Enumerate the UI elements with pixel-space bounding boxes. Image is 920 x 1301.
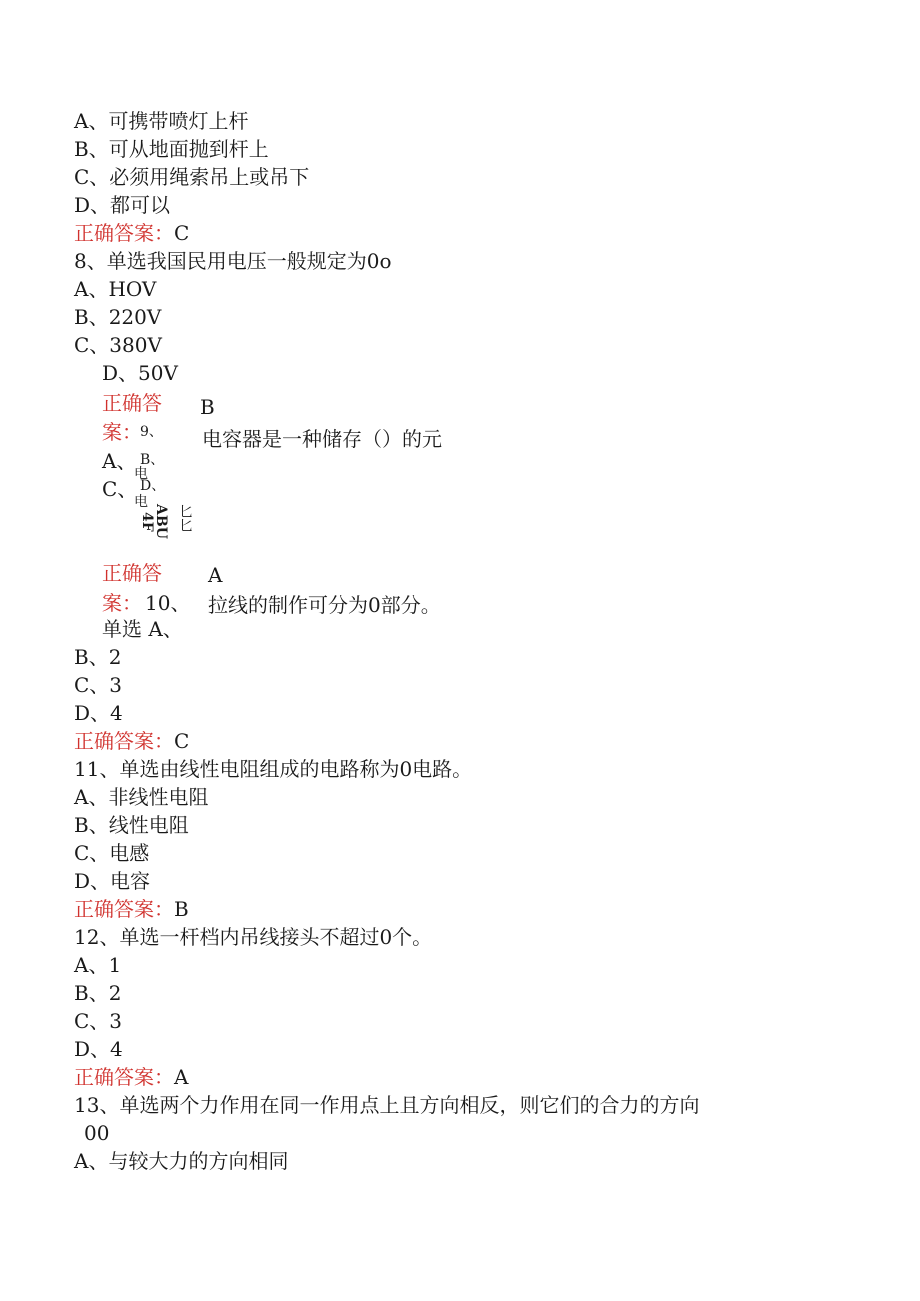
answer-value: C [174,729,190,753]
question-title: 电容器是一种储存（）的元 [202,427,442,451]
option-a: A、HOV [74,277,157,301]
garbled-text: 电 [134,466,148,482]
option-a: A、1 [74,953,122,977]
answer-label: 正确答案： [74,729,174,753]
option-b: B、线性电阻 [74,813,189,837]
option-c: C、必须用绳索吊上或吊下 [74,165,310,189]
question-title: 11、单选由线性电阻组成的电路称为0电路。 [74,757,473,781]
answer-label: 正确答案： [74,1065,174,1089]
option-d: D、50V [102,361,178,385]
option-c: C、380V [74,333,162,357]
option-a: A、非线性电阻 [74,785,209,809]
answer-label: 正确答案： [74,897,174,921]
question-title: 12、单选一杆档内吊线接头不超过0个。 [74,925,433,949]
option-b: B、220V [74,305,162,329]
question-title: 13、单选两个力作用在同一作用点上且方向相反，则它们的合力的方向 [74,1093,700,1117]
answer-value: B [200,395,215,419]
question-type: 单选 A、 [102,617,183,641]
option-b: B、2 [74,981,122,1005]
answer-label: 案： [102,591,142,615]
option-b: B、 [140,452,165,468]
garbled-text: 匕匕 [177,504,193,532]
option-d: D、 [140,478,166,494]
option-d: D、电容 [74,869,151,893]
option-c: C、3 [74,673,123,697]
option-b: B、2 [74,645,122,669]
question-title: 8、单选我国民用电压一般规定为0o [74,249,392,273]
garbled-text: ABU [153,504,169,539]
answer-line [74,219,189,247]
answer-line [74,1063,188,1091]
answer-label: 正确答案： [74,221,174,245]
answer-value: A [208,563,223,587]
option-d: D、都可以 [74,193,171,217]
question-number: 10、 [145,591,191,615]
option-a: A、可携带喷灯上杆 [74,109,249,133]
question-title-continued: 00 [84,1121,110,1145]
option-c: C、 [102,477,138,501]
option-a: A、 [102,449,137,473]
option-c: C、电感 [74,841,150,865]
garbled-text: 4F [139,512,155,532]
answer-line [74,895,189,923]
answer-value: C [174,221,190,245]
answer-value: B [174,897,189,921]
answer-value: A [174,1065,189,1089]
answer-line [74,727,189,755]
garbled-text: 电 [134,494,148,510]
option-b: B、可从地面抛到杆上 [74,137,269,161]
option-d: D、4 [74,1037,123,1061]
answer-label: 案： [102,420,142,444]
question-number: 9、 [140,424,163,440]
option-a: A、与较大力的方向相同 [74,1149,289,1173]
question-title: 拉线的制作可分为0部分。 [208,593,441,617]
option-d: D、4 [74,701,123,725]
answer-label: 正确答 [102,391,162,415]
answer-label: 正确答 [102,561,162,585]
option-c: C、3 [74,1009,123,1033]
